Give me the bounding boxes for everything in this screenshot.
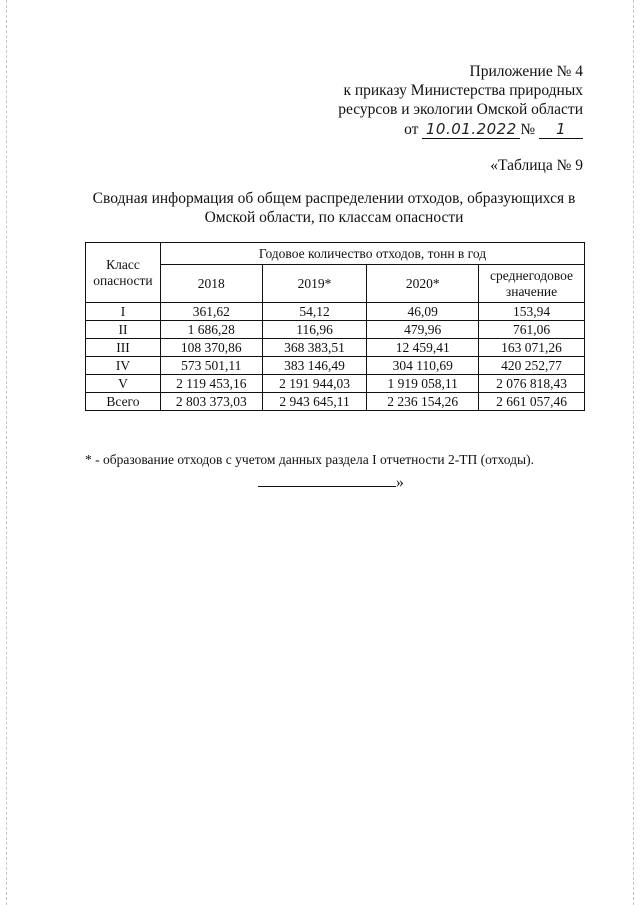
total-value-cell: 2 236 154,26 — [367, 393, 479, 411]
class-cell: I — [86, 303, 161, 321]
value-cell: 163 071,26 — [479, 339, 585, 357]
order-number-field — [539, 121, 583, 139]
page-edge-right — [633, 0, 634, 905]
value-cell: 1 919 058,11 — [367, 375, 479, 393]
class-cell: II — [86, 321, 161, 339]
table-row — [86, 375, 585, 393]
value-cell: 2 119 453,16 — [160, 375, 262, 393]
value-cell: 479,96 — [367, 321, 479, 339]
value-cell: 116,96 — [262, 321, 367, 339]
value-cell: 1 686,28 — [160, 321, 262, 339]
value-cell: 420 252,77 — [479, 357, 585, 375]
column-header-2020: 2020* — [367, 265, 479, 303]
column-header-2018: 2018 — [160, 265, 262, 303]
document-title — [60, 189, 608, 227]
value-cell: 304 110,69 — [367, 357, 479, 375]
class-cell: IV — [86, 357, 161, 375]
value-cell: 361,62 — [160, 303, 262, 321]
value-cell: 12 459,41 — [367, 339, 479, 357]
footnote: * - образование отходов с учетом данных раздела I отчетности 2-ТП (отходы). — [85, 452, 534, 467]
title-line-2: Омской области, по классам опасности — [204, 209, 464, 226]
appendix-number: Приложение № 4 — [469, 63, 583, 80]
total-label-cell: Всего — [86, 393, 161, 411]
table-row — [86, 303, 585, 321]
class-column-header: Класс опасности — [86, 243, 161, 303]
table-row — [86, 339, 585, 357]
class-cell: III — [86, 339, 161, 357]
appendix-order-line: к приказу Министерства природных — [343, 82, 583, 99]
value-cell: 383 146,49 — [262, 357, 367, 375]
closing-line — [258, 474, 404, 492]
table-row — [86, 321, 585, 339]
value-cell: 54,12 — [262, 303, 367, 321]
order-date-field — [422, 121, 520, 139]
total-value-cell: 2 943 645,11 — [262, 393, 367, 411]
column-header-2019: 2019* — [262, 265, 367, 303]
total-value-cell: 2 661 057,46 — [479, 393, 585, 411]
table-total-row — [86, 393, 585, 411]
title-line-1: Сводная информация об общем распределении отходов, образующихся в — [92, 190, 576, 207]
column-header-average: среднегодовое значение — [479, 265, 585, 303]
order-date-handwritten: 10.01.2022 — [425, 120, 517, 138]
closing-rule — [258, 474, 396, 487]
value-cell: 368 383,51 — [262, 339, 367, 357]
number-sign: № — [520, 121, 536, 138]
annual-quantity-header: Годовое количество отходов, тонн в год — [160, 243, 584, 265]
table-number-label: «Таблица № 9 — [490, 157, 583, 174]
value-cell: 46,09 — [367, 303, 479, 321]
value-cell: 761,06 — [479, 321, 585, 339]
table-row — [86, 357, 585, 375]
value-cell: 573 501,11 — [160, 357, 262, 375]
date-prefix: от — [404, 121, 419, 138]
page-edge-left — [6, 0, 7, 905]
value-cell: 2 076 818,43 — [479, 375, 585, 393]
table-subheader-row — [86, 265, 585, 303]
value-cell: 2 191 944,03 — [262, 375, 367, 393]
order-number-handwritten: 1 — [555, 120, 567, 138]
total-value-cell: 2 803 373,03 — [160, 393, 262, 411]
order-date-row — [338, 120, 583, 139]
value-cell: 108 370,86 — [160, 339, 262, 357]
appendix-block — [338, 62, 583, 139]
table-header-row — [86, 243, 585, 265]
value-cell: 153,94 — [479, 303, 585, 321]
closing-quote: » — [396, 474, 404, 491]
waste-distribution-table — [85, 242, 585, 411]
appendix-ministry-line: ресурсов и экологии Омской области — [338, 101, 583, 118]
class-cell: V — [86, 375, 161, 393]
